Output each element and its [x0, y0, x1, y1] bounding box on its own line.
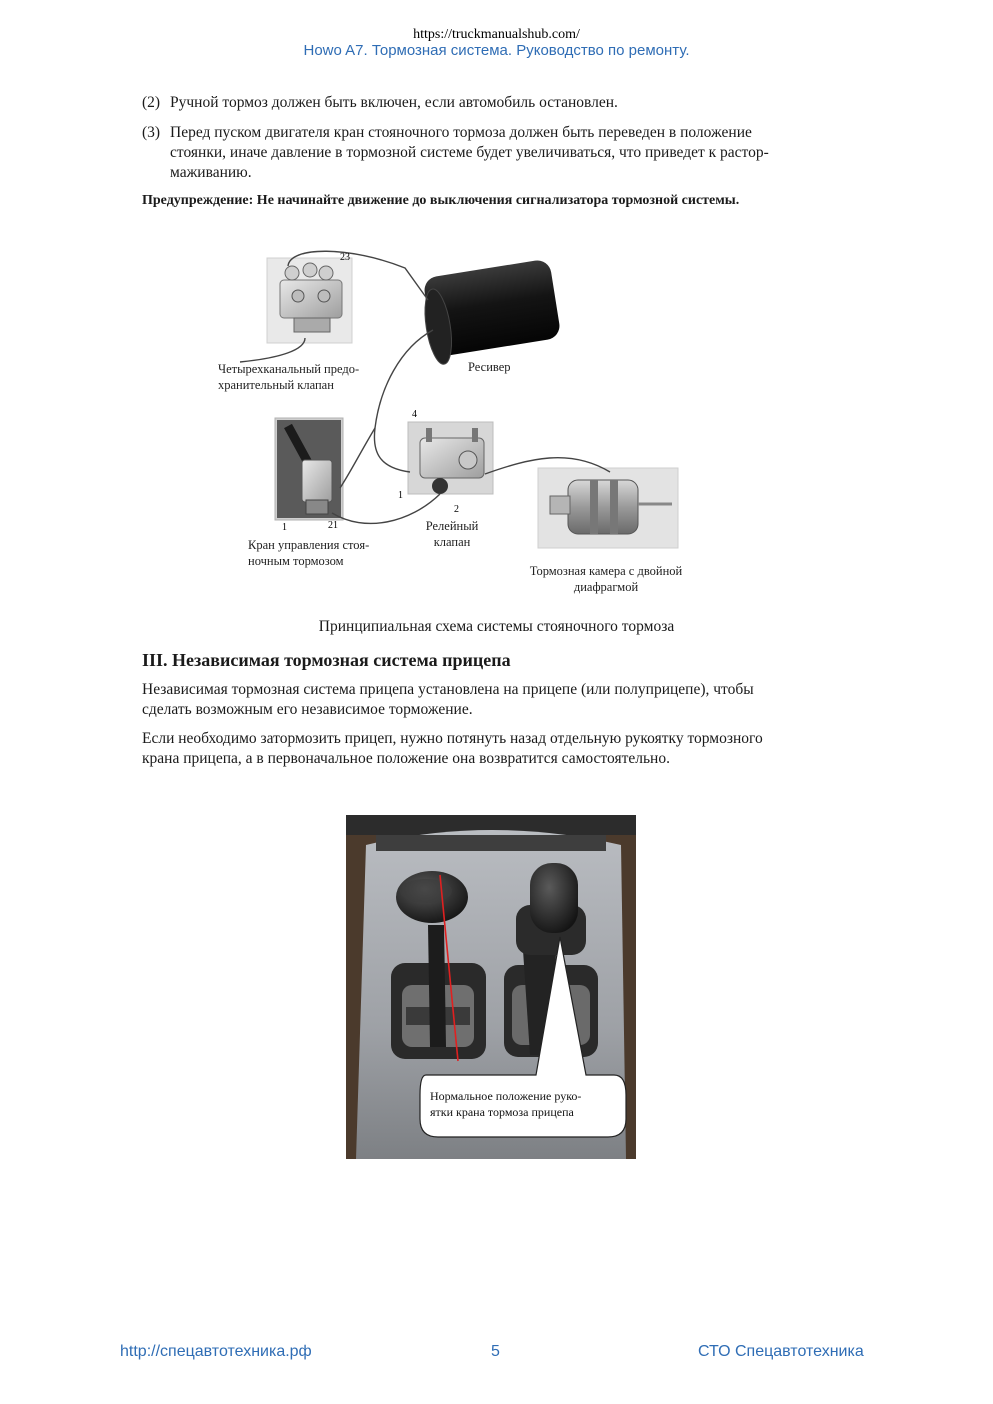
- label-receiver: Ресивер: [468, 360, 511, 374]
- footer-page-number: 5: [491, 1343, 500, 1360]
- relay-valve-image: [408, 422, 493, 494]
- label-line: Четырехканальный предо-: [218, 362, 360, 376]
- receiver-image: [420, 258, 561, 366]
- footer-website-link[interactable]: http://спецавтотехника.рф: [120, 1343, 312, 1360]
- hand-valve-image: [275, 418, 343, 520]
- label-line: хранительный клапан: [218, 378, 334, 392]
- label-line: Релейный: [425, 519, 479, 533]
- item-number: (2): [142, 94, 161, 111]
- section-heading: III. Независимая тормозная система прицепа: [142, 650, 511, 670]
- label-brake-chamber: [512, 563, 700, 595]
- label-line: диафрагмой: [573, 580, 639, 594]
- label-hand-valve: [248, 537, 369, 569]
- label-line: ночным тормозом: [248, 554, 344, 568]
- section-paragraph-1: [142, 680, 857, 720]
- bubble-line: Нормальное положение руко-: [430, 1089, 582, 1103]
- callout-1-relay: 1: [398, 490, 403, 501]
- brake-chamber-image: [538, 468, 678, 548]
- label-four-circuit-valve: [218, 361, 359, 393]
- callout-bubble-text: [430, 1088, 620, 1120]
- label-relay-valve: [416, 518, 488, 550]
- header-url: https://truckmanualshub.com/: [413, 27, 580, 42]
- label-line: Кран управления стоя-: [248, 538, 370, 552]
- label-line: клапан: [433, 535, 471, 549]
- item-text-line-1: Перед пуском двигателя кран стояночного тормоза должен быть переведен в положение: [170, 124, 752, 141]
- callout-1-hand: 1: [282, 522, 287, 533]
- item-number: (3): [142, 124, 161, 141]
- warning-text: Предупреждение: Не начинайте движение до выключения сигнализатора тормозной системы.: [142, 193, 740, 208]
- item-text-line-2: стоянки, иначе давление в тормозной системе будет увеличиваться, что приведет к растор-: [170, 144, 769, 161]
- four-circuit-valve-image: [267, 258, 352, 343]
- paragraph-line: Если необходимо затормозить прицеп, нужно потянуть назад отдельную рукоятку тормозного: [142, 730, 763, 747]
- callout-4: 4: [412, 409, 417, 420]
- paragraph-line: крана прицепа, а в первоначальное положение она возвратится самостоятельно.: [142, 750, 670, 767]
- paragraph-line: Независимая тормозная система прицепа установлена на прицепе (или полуприцепе), чтобы: [142, 681, 754, 698]
- header-title: Howo A7. Тормозная система. Руководство по ремонту.: [303, 42, 690, 59]
- callout-21: 21: [328, 520, 338, 531]
- section-paragraph-2: [142, 729, 857, 769]
- list-item-2: [142, 93, 852, 113]
- item-text-line-3: маживанию.: [170, 164, 252, 181]
- list-item-3: [142, 123, 852, 183]
- paragraph-line: сделать возможным его независимое торможение.: [142, 701, 473, 718]
- footer-org-name: СТО Спецавтотехника: [698, 1343, 864, 1360]
- callout-2: 2: [454, 504, 459, 515]
- label-line: Тормозная камера с двойной: [529, 564, 683, 578]
- callout-23: 23: [340, 252, 350, 263]
- diagram-caption: Принципиальная схема системы стояночного тормоза: [318, 618, 675, 635]
- bubble-line: ятки крана тормоза прицепа: [430, 1105, 574, 1119]
- item-text: Ручной тормоз должен быть включен, если автомобиль остановлен.: [170, 94, 618, 111]
